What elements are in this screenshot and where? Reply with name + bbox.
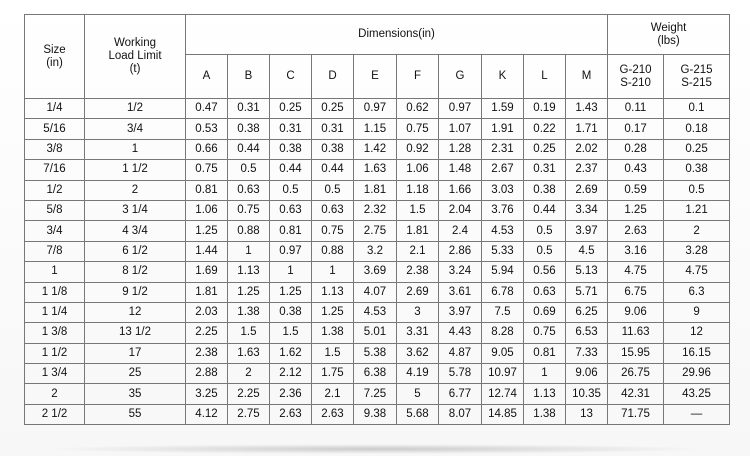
cell-size: 1	[25, 262, 85, 282]
cell-dim-f: 3.31	[397, 323, 439, 343]
cell-dim-e: 1.15	[354, 119, 397, 139]
cell-weight-g215: 0.1	[664, 99, 730, 119]
cell-dim-a: 2.03	[186, 302, 228, 322]
header-weight-line1: Weight	[650, 21, 687, 34]
cell-dim-k: 5.33	[482, 241, 524, 261]
cell-weight-g210: 4.75	[608, 262, 664, 282]
table-row	[25, 221, 730, 241]
header-working-load-limit	[85, 15, 186, 99]
header-dim-k: K	[482, 55, 524, 99]
cell-weight-g210: 0.59	[608, 180, 664, 200]
cell-weight-g215: 4.75	[664, 262, 730, 282]
cell-dim-l: 0.69	[524, 302, 566, 322]
cell-dim-l: 0.5	[524, 221, 566, 241]
cell-dim-g: 1.07	[439, 119, 482, 139]
cell-dim-g: 1.66	[439, 180, 482, 200]
cell-working-load-limit: 6 1/2	[85, 241, 186, 261]
cell-dim-a: 4.12	[186, 404, 228, 424]
cell-dim-e: 2.32	[354, 200, 397, 220]
cell-dim-d: 0.63	[312, 200, 354, 220]
cell-dim-e: 1.81	[354, 180, 397, 200]
cell-weight-g210: 1.25	[608, 200, 664, 220]
header-weight-g215	[664, 55, 730, 99]
cell-weight-g210: 42.31	[608, 384, 664, 404]
header-weight-g215-line2: S-215	[681, 76, 712, 89]
cell-weight-g215: 3.28	[664, 241, 730, 261]
cell-dim-k: 8.28	[482, 323, 524, 343]
cell-dim-g: 1.28	[439, 139, 482, 159]
cell-dim-b: 0.44	[228, 139, 270, 159]
header-size-line2: (in)	[46, 56, 63, 69]
cell-dim-m: 13	[566, 404, 608, 424]
cell-size: 5/16	[25, 119, 85, 139]
cell-dim-m: 9.06	[566, 364, 608, 384]
cell-dim-g: 3.24	[439, 262, 482, 282]
cell-weight-g210: 0.43	[608, 160, 664, 180]
cell-dim-f: 5	[397, 384, 439, 404]
cell-dim-a: 1.25	[186, 221, 228, 241]
cell-dim-b: 0.38	[228, 119, 270, 139]
cell-dim-b: 0.75	[228, 200, 270, 220]
header-dim-d: D	[312, 55, 354, 99]
cell-dim-k: 14.85	[482, 404, 524, 424]
cell-working-load-limit: 13 1/2	[85, 323, 186, 343]
cell-dim-f: 2.1	[397, 241, 439, 261]
cell-dim-c: 0.44	[270, 160, 312, 180]
cell-dim-g: 2.4	[439, 221, 482, 241]
cell-dim-k: 3.76	[482, 200, 524, 220]
cell-size: 1 1/4	[25, 302, 85, 322]
cell-dim-m: 2.37	[566, 160, 608, 180]
cell-dim-k: 9.05	[482, 343, 524, 363]
cell-dim-g: 4.43	[439, 323, 482, 343]
header-size-line1: Size	[43, 43, 66, 56]
cell-size: 7/16	[25, 160, 85, 180]
cell-size: 5/8	[25, 200, 85, 220]
cell-dim-c: 1.25	[270, 282, 312, 302]
shackle-spec-table	[24, 14, 730, 425]
cell-dim-e: 9.38	[354, 404, 397, 424]
cell-dim-m: 2.69	[566, 180, 608, 200]
cell-dim-g: 4.87	[439, 343, 482, 363]
cell-dim-e: 2.75	[354, 221, 397, 241]
header-dim-f: F	[397, 55, 439, 99]
cell-weight-g210: 0.17	[608, 119, 664, 139]
cell-dim-f: 0.75	[397, 119, 439, 139]
table-row	[25, 282, 730, 302]
cell-dim-k: 1.59	[482, 99, 524, 119]
cell-dim-d: 0.31	[312, 119, 354, 139]
cell-dim-b: 0.5	[228, 160, 270, 180]
cell-dim-b: 0.88	[228, 221, 270, 241]
cell-dim-b: 2	[228, 364, 270, 384]
cell-weight-g210: 3.16	[608, 241, 664, 261]
cell-working-load-limit: 2	[85, 180, 186, 200]
cell-size: 2	[25, 384, 85, 404]
header-weight	[608, 15, 730, 55]
cell-working-load-limit: 9 1/2	[85, 282, 186, 302]
cell-dim-c: 0.63	[270, 200, 312, 220]
cell-dim-l: 1.38	[524, 404, 566, 424]
table-row	[25, 119, 730, 139]
cell-dim-b: 1.13	[228, 262, 270, 282]
cell-working-load-limit: 55	[85, 404, 186, 424]
cell-working-load-limit: 25	[85, 364, 186, 384]
cell-dim-d: 1.75	[312, 364, 354, 384]
table-row	[25, 404, 730, 424]
cell-dim-g: 8.07	[439, 404, 482, 424]
cell-dim-l: 0.22	[524, 119, 566, 139]
table-row	[25, 200, 730, 220]
cell-dim-f: 5.68	[397, 404, 439, 424]
cell-dim-d: 0.75	[312, 221, 354, 241]
cell-weight-g210: 26.75	[608, 364, 664, 384]
cell-dim-m: 4.5	[566, 241, 608, 261]
cell-dim-k: 2.31	[482, 139, 524, 159]
cell-dim-f: 2.38	[397, 262, 439, 282]
cell-size: 1/4	[25, 99, 85, 119]
cell-dim-a: 0.53	[186, 119, 228, 139]
header-dimensions: Dimensions(in)	[186, 15, 608, 55]
cell-dim-c: 1	[270, 262, 312, 282]
cell-dim-l: 0.25	[524, 139, 566, 159]
cell-dim-d: 0.38	[312, 139, 354, 159]
cell-dim-e: 3.69	[354, 262, 397, 282]
cell-working-load-limit: 8 1/2	[85, 262, 186, 282]
cell-dim-e: 7.25	[354, 384, 397, 404]
cell-dim-a: 1.69	[186, 262, 228, 282]
cell-dim-m: 2.02	[566, 139, 608, 159]
table-row	[25, 99, 730, 119]
cell-dim-k: 10.97	[482, 364, 524, 384]
cell-dim-b: 2.75	[228, 404, 270, 424]
header-weight-g210	[608, 55, 664, 99]
cell-dim-e: 0.97	[354, 99, 397, 119]
cell-dim-m: 3.34	[566, 200, 608, 220]
cell-dim-b: 2.25	[228, 384, 270, 404]
header-dim-b: B	[228, 55, 270, 99]
cell-dim-a: 0.81	[186, 180, 228, 200]
cell-dim-c: 2.63	[270, 404, 312, 424]
cell-dim-c: 1.62	[270, 343, 312, 363]
cell-dim-c: 1.5	[270, 323, 312, 343]
header-size	[25, 15, 85, 99]
cell-size: 1 3/4	[25, 364, 85, 384]
table-row	[25, 180, 730, 200]
cell-dim-g: 2.04	[439, 200, 482, 220]
cell-dim-c: 0.97	[270, 241, 312, 261]
cell-dim-f: 1.81	[397, 221, 439, 241]
header-dim-c: C	[270, 55, 312, 99]
cell-dim-f: 3.62	[397, 343, 439, 363]
cell-dim-c: 0.81	[270, 221, 312, 241]
cell-dim-e: 6.38	[354, 364, 397, 384]
cell-weight-g210: 0.11	[608, 99, 664, 119]
cell-dim-d: 1.25	[312, 302, 354, 322]
header-dim-l: L	[524, 55, 566, 99]
table-row	[25, 384, 730, 404]
cell-dim-k: 5.94	[482, 262, 524, 282]
cell-working-load-limit: 35	[85, 384, 186, 404]
cell-dim-k: 4.53	[482, 221, 524, 241]
cell-weight-g210: 11.63	[608, 323, 664, 343]
cell-dim-e: 1.42	[354, 139, 397, 159]
cell-dim-f: 1.18	[397, 180, 439, 200]
cell-size: 1 1/2	[25, 343, 85, 363]
cell-dim-a: 0.47	[186, 99, 228, 119]
cell-dim-g: 2.86	[439, 241, 482, 261]
cell-dim-m: 6.53	[566, 323, 608, 343]
cell-working-load-limit: 1 1/2	[85, 160, 186, 180]
cell-dim-l: 0.81	[524, 343, 566, 363]
cell-dim-m: 3.97	[566, 221, 608, 241]
cell-working-load-limit: 4 3/4	[85, 221, 186, 241]
cell-dim-l: 1.13	[524, 384, 566, 404]
table-row	[25, 364, 730, 384]
cell-size: 1 1/8	[25, 282, 85, 302]
cell-dim-c: 2.36	[270, 384, 312, 404]
cell-dim-a: 2.38	[186, 343, 228, 363]
cell-dim-g: 5.78	[439, 364, 482, 384]
cell-dim-g: 1.48	[439, 160, 482, 180]
cell-dim-l: 1	[524, 364, 566, 384]
cell-working-load-limit: 12	[85, 302, 186, 322]
cell-dim-a: 0.75	[186, 160, 228, 180]
cell-dim-b: 1.38	[228, 302, 270, 322]
cell-dim-m: 1.71	[566, 119, 608, 139]
cell-dim-c: 0.38	[270, 139, 312, 159]
cell-weight-g215: 12	[664, 323, 730, 343]
cell-dim-l: 0.38	[524, 180, 566, 200]
table-row	[25, 262, 730, 282]
cell-dim-a: 1.44	[186, 241, 228, 261]
cell-dim-d: 1	[312, 262, 354, 282]
cell-dim-c: 0.25	[270, 99, 312, 119]
cell-dim-m: 5.71	[566, 282, 608, 302]
cell-weight-g215: 9	[664, 302, 730, 322]
cell-dim-k: 2.67	[482, 160, 524, 180]
cell-dim-a: 2.25	[186, 323, 228, 343]
cell-dim-g: 0.97	[439, 99, 482, 119]
cell-dim-k: 6.78	[482, 282, 524, 302]
cell-weight-g215: 29.96	[664, 364, 730, 384]
cell-dim-l: 0.19	[524, 99, 566, 119]
header-wll-line2: Load Limit	[108, 50, 162, 62]
cell-weight-g210: 0.28	[608, 139, 664, 159]
cell-size: 3/8	[25, 139, 85, 159]
cell-weight-g215: 43.25	[664, 384, 730, 404]
cell-dim-c: 2.12	[270, 364, 312, 384]
cell-dim-d: 0.5	[312, 180, 354, 200]
cell-dim-d: 0.25	[312, 99, 354, 119]
cell-dim-b: 0.31	[228, 99, 270, 119]
cell-dim-m: 1.43	[566, 99, 608, 119]
cell-dim-l: 0.63	[524, 282, 566, 302]
table-row	[25, 160, 730, 180]
header-dim-g: G	[439, 55, 482, 99]
sheet-shadow	[40, 444, 710, 454]
cell-dim-l: 0.56	[524, 262, 566, 282]
cell-dim-m: 6.25	[566, 302, 608, 322]
cell-dim-b: 1.25	[228, 282, 270, 302]
cell-dim-f: 1.06	[397, 160, 439, 180]
cell-dim-g: 6.77	[439, 384, 482, 404]
cell-dim-a: 1.81	[186, 282, 228, 302]
cell-dim-g: 3.61	[439, 282, 482, 302]
header-dim-e: E	[354, 55, 397, 99]
cell-dim-f: 3	[397, 302, 439, 322]
cell-dim-f: 2.69	[397, 282, 439, 302]
header-dim-a: A	[186, 55, 228, 99]
cell-size: 2 1/2	[25, 404, 85, 424]
cell-weight-g215: 0.25	[664, 139, 730, 159]
cell-dim-l: 0.44	[524, 200, 566, 220]
cell-dim-e: 4.53	[354, 302, 397, 322]
cell-weight-g210: 9.06	[608, 302, 664, 322]
cell-dim-k: 1.91	[482, 119, 524, 139]
header-wll-line1: Working	[114, 37, 156, 49]
cell-working-load-limit: 17	[85, 343, 186, 363]
header-weight-g210-line1: G-210	[619, 63, 652, 76]
cell-dim-d: 2.1	[312, 384, 354, 404]
cell-dim-e: 3.2	[354, 241, 397, 261]
table-body	[25, 99, 730, 425]
cell-dim-m: 5.13	[566, 262, 608, 282]
cell-dim-m: 7.33	[566, 343, 608, 363]
cell-working-load-limit: 3/4	[85, 119, 186, 139]
cell-dim-m: 10.35	[566, 384, 608, 404]
cell-dim-c: 0.31	[270, 119, 312, 139]
cell-weight-g210: 71.75	[608, 404, 664, 424]
cell-dim-c: 0.38	[270, 302, 312, 322]
cell-weight-g215: 1.21	[664, 200, 730, 220]
cell-weight-g210: 6.75	[608, 282, 664, 302]
cell-dim-f: 1.5	[397, 200, 439, 220]
cell-size: 1/2	[25, 180, 85, 200]
cell-dim-b: 1.63	[228, 343, 270, 363]
cell-dim-d: 2.63	[312, 404, 354, 424]
cell-weight-g215: 6.3	[664, 282, 730, 302]
cell-dim-e: 5.38	[354, 343, 397, 363]
header-weight-g215-line1: G-215	[680, 63, 713, 76]
cell-dim-a: 3.25	[186, 384, 228, 404]
cell-dim-f: 0.62	[397, 99, 439, 119]
cell-dim-l: 0.31	[524, 160, 566, 180]
header-weight-line2: (lbs)	[657, 34, 680, 47]
cell-dim-k: 12.74	[482, 384, 524, 404]
table-row	[25, 139, 730, 159]
cell-weight-g210: 15.95	[608, 343, 664, 363]
cell-dim-d: 1.5	[312, 343, 354, 363]
cell-working-load-limit: 3 1/4	[85, 200, 186, 220]
cell-weight-g210: 2.63	[608, 221, 664, 241]
cell-dim-a: 0.66	[186, 139, 228, 159]
cell-weight-g215: —	[664, 404, 730, 424]
cell-weight-g215: 0.18	[664, 119, 730, 139]
cell-dim-b: 1	[228, 241, 270, 261]
cell-weight-g215: 0.38	[664, 160, 730, 180]
cell-dim-c: 0.5	[270, 180, 312, 200]
table-row	[25, 323, 730, 343]
cell-dim-g: 3.97	[439, 302, 482, 322]
cell-weight-g215: 0.5	[664, 180, 730, 200]
cell-dim-f: 4.19	[397, 364, 439, 384]
cell-dim-k: 3.03	[482, 180, 524, 200]
cell-dim-d: 1.38	[312, 323, 354, 343]
cell-dim-e: 5.01	[354, 323, 397, 343]
cell-dim-d: 1.13	[312, 282, 354, 302]
cell-dim-d: 0.88	[312, 241, 354, 261]
cell-dim-d: 0.44	[312, 160, 354, 180]
cell-dim-k: 7.5	[482, 302, 524, 322]
cell-working-load-limit: 1/2	[85, 99, 186, 119]
cell-size: 7/8	[25, 241, 85, 261]
cell-weight-g215: 16.15	[664, 343, 730, 363]
cell-weight-g215: 2	[664, 221, 730, 241]
cell-dim-e: 1.63	[354, 160, 397, 180]
cell-dim-l: 0.5	[524, 241, 566, 261]
table-row	[25, 302, 730, 322]
cell-dim-f: 0.92	[397, 139, 439, 159]
cell-size: 1 3/8	[25, 323, 85, 343]
table-row	[25, 241, 730, 261]
cell-dim-e: 4.07	[354, 282, 397, 302]
cell-dim-b: 0.63	[228, 180, 270, 200]
cell-dim-l: 0.75	[524, 323, 566, 343]
header-wll-line3: (t)	[129, 63, 141, 75]
cell-working-load-limit: 1	[85, 139, 186, 159]
cell-dim-a: 1.06	[186, 200, 228, 220]
header-weight-g210-line2: S-210	[620, 76, 651, 89]
table-row	[25, 343, 730, 363]
cell-size: 3/4	[25, 221, 85, 241]
header-dim-m: M	[566, 55, 608, 99]
cell-dim-b: 1.5	[228, 323, 270, 343]
cell-dim-a: 2.88	[186, 364, 228, 384]
